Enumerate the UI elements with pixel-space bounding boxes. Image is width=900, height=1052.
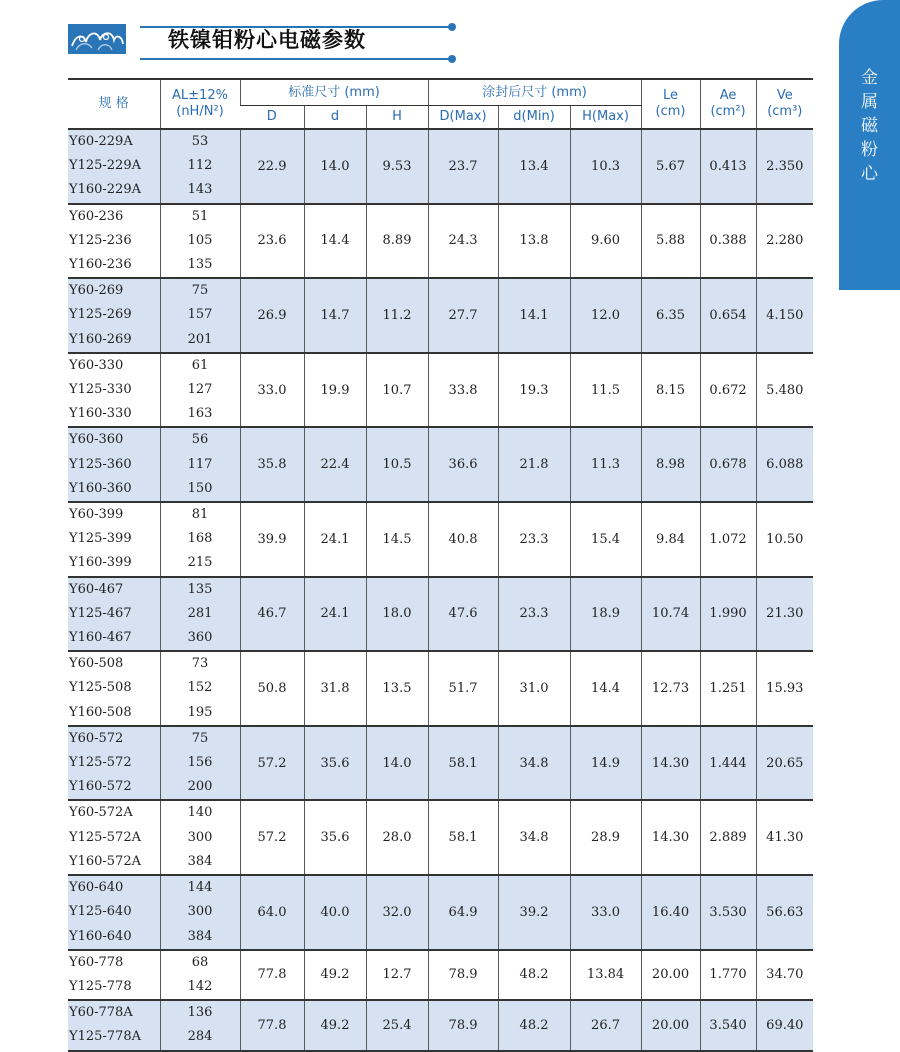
spec-name: Y60-269	[69, 283, 124, 299]
al-value: 200	[187, 779, 213, 795]
spec-name: Y125-778	[69, 978, 132, 994]
value-dmax: 23.7	[428, 129, 498, 204]
value-ve: 15.93	[756, 651, 813, 726]
spec-name-cell	[68, 502, 160, 577]
spec-name: Y160-236	[69, 257, 132, 273]
value-ve: 2.350	[756, 129, 813, 204]
side-tab-label: 金 属 磁 粉 心	[861, 68, 878, 184]
table-row	[68, 278, 813, 353]
al-value: 61	[191, 357, 209, 373]
spec-name: Y125-640	[69, 904, 132, 920]
value-ae: 3.540	[700, 1000, 756, 1050]
al-value-cell	[160, 726, 240, 801]
value-h: 9.53	[366, 129, 428, 204]
al-value-cell	[160, 1000, 240, 1050]
value-d: 39.9	[240, 502, 304, 577]
al-value: 215	[187, 555, 213, 571]
col-D-header: D	[240, 106, 304, 130]
value-h: 32.0	[366, 875, 428, 950]
value-dmax: 33.8	[428, 353, 498, 428]
value-h: 13.5	[366, 651, 428, 726]
value-ae: 1.444	[700, 726, 756, 801]
table-row	[68, 950, 813, 1000]
table-row	[68, 875, 813, 950]
al-value: 152	[187, 680, 213, 696]
al-value-cell	[160, 204, 240, 279]
al-value: 384	[187, 853, 213, 869]
spec-name: Y160-640	[69, 928, 132, 944]
value-d: 35.8	[240, 427, 304, 502]
spec-name-cell	[68, 651, 160, 726]
value-ve: 34.70	[756, 950, 813, 1000]
value-hmax: 12.0	[570, 278, 641, 353]
value-h: 8.89	[366, 204, 428, 279]
al-value: 135	[187, 257, 213, 273]
al-value-cell	[160, 427, 240, 502]
al-value: 142	[187, 978, 213, 994]
spec-name: Y60-778	[69, 954, 124, 970]
value-le: 5.67	[641, 129, 700, 204]
al-value: 300	[187, 904, 213, 920]
value-ae: 0.654	[700, 278, 756, 353]
spec-header: 规 格	[68, 79, 160, 129]
value-d: 33.0	[240, 353, 304, 428]
value-dmax: 36.6	[428, 427, 498, 502]
value-d: 77.8	[240, 1000, 304, 1050]
spec-name: Y60-778A	[69, 1005, 133, 1021]
value-d: 35.6	[304, 726, 366, 801]
value-ae: 0.672	[700, 353, 756, 428]
spec-name: Y60-508	[69, 656, 124, 672]
value-dmin: 23.3	[498, 502, 570, 577]
al-value-cell	[160, 875, 240, 950]
value-ve: 69.40	[756, 1000, 813, 1050]
spec-name-cell	[68, 278, 160, 353]
al-value: 135	[187, 581, 213, 597]
al-value: 117	[187, 456, 213, 472]
spec-name-cell	[68, 800, 160, 875]
value-ve: 5.480	[756, 353, 813, 428]
al-value-cell	[160, 502, 240, 577]
al-value: 201	[187, 331, 213, 347]
value-dmin: 31.0	[498, 651, 570, 726]
al-value: 163	[187, 406, 213, 422]
value-h: 28.0	[366, 800, 428, 875]
al-value: 284	[187, 1029, 213, 1045]
spec-name-cell	[68, 577, 160, 652]
spec-group	[68, 875, 813, 950]
value-dmax: 40.8	[428, 502, 498, 577]
al-value-cell	[160, 800, 240, 875]
al-value: 150	[187, 480, 213, 496]
spec-name-cell	[68, 204, 160, 279]
al-value: 105	[187, 232, 213, 248]
spec-name: Y60-572A	[69, 805, 133, 821]
value-hmax: 33.0	[570, 875, 641, 950]
table-row	[68, 577, 813, 652]
value-hmax: 14.9	[570, 726, 641, 801]
value-ae: 0.388	[700, 204, 756, 279]
spec-group	[68, 427, 813, 502]
al-value: 281	[187, 605, 213, 621]
parameter-table	[68, 78, 813, 1052]
spec-group	[68, 1000, 813, 1050]
value-d: 50.8	[240, 651, 304, 726]
al-value: 140	[187, 805, 213, 821]
value-dmax: 47.6	[428, 577, 498, 652]
value-hmax: 9.60	[570, 204, 641, 279]
value-ae: 0.678	[700, 427, 756, 502]
value-dmin: 13.8	[498, 204, 570, 279]
value-le: 5.88	[641, 204, 700, 279]
value-le: 9.84	[641, 502, 700, 577]
value-ae: 0.413	[700, 129, 756, 204]
value-h: 10.7	[366, 353, 428, 428]
value-dmax: 58.1	[428, 800, 498, 875]
spec-name: Y160-508	[69, 704, 132, 720]
value-hmax: 11.5	[570, 353, 641, 428]
value-le: 6.35	[641, 278, 700, 353]
value-hmax: 18.9	[570, 577, 641, 652]
spec-name-cell	[68, 353, 160, 428]
spec-name: Y60-330	[69, 357, 124, 373]
value-d: 77.8	[240, 950, 304, 1000]
value-hmax: 28.9	[570, 800, 641, 875]
value-d: 57.2	[240, 726, 304, 801]
spec-group	[68, 651, 813, 726]
spec-name: Y60-467	[69, 581, 124, 597]
header-dot-top	[448, 23, 456, 31]
value-d: 40.0	[304, 875, 366, 950]
al-value-cell	[160, 129, 240, 204]
header-line-bottom	[140, 58, 450, 60]
spec-name-cell	[68, 875, 160, 950]
spec-name: Y160-330	[69, 406, 132, 422]
spec-name: Y125-467	[69, 605, 132, 621]
value-ve: 2.280	[756, 204, 813, 279]
value-h: 14.0	[366, 726, 428, 801]
spec-group	[68, 577, 813, 652]
table-row	[68, 353, 813, 428]
spec-group	[68, 726, 813, 801]
spec-name-cell	[68, 129, 160, 204]
le-header: Le (cm)	[641, 79, 700, 129]
table-row	[68, 726, 813, 801]
value-d: 14.0	[304, 129, 366, 204]
value-ve: 20.65	[756, 726, 813, 801]
al-header: AL±12% (nH/N²)	[160, 79, 240, 129]
value-ve: 41.30	[756, 800, 813, 875]
value-le: 14.30	[641, 726, 700, 801]
spec-name: Y125-269	[69, 307, 132, 323]
value-ae: 3.530	[700, 875, 756, 950]
page-title: 铁镍钼粉心电磁参数	[168, 28, 366, 52]
value-d: 64.0	[240, 875, 304, 950]
value-ae: 1.072	[700, 502, 756, 577]
table-row	[68, 800, 813, 875]
value-hmax: 15.4	[570, 502, 641, 577]
spec-name: Y160-269	[69, 331, 132, 347]
value-ae: 1.990	[700, 577, 756, 652]
al-value: 75	[191, 730, 209, 746]
value-dmin: 34.8	[498, 800, 570, 875]
value-dmax: 27.7	[428, 278, 498, 353]
value-dmin: 13.4	[498, 129, 570, 204]
value-h: 12.7	[366, 950, 428, 1000]
al-value: 157	[187, 307, 213, 323]
spec-group	[68, 278, 813, 353]
spec-name: Y125-330	[69, 382, 132, 398]
al-value: 68	[191, 954, 209, 970]
spec-group	[68, 129, 813, 204]
value-h: 25.4	[366, 1000, 428, 1050]
header-line-top	[140, 26, 450, 28]
value-le: 8.98	[641, 427, 700, 502]
spec-group	[68, 353, 813, 428]
value-dmin: 48.2	[498, 950, 570, 1000]
al-value: 384	[187, 928, 213, 944]
value-dmax: 51.7	[428, 651, 498, 726]
spec-group	[68, 204, 813, 279]
ae-header: Ae (cm²)	[700, 79, 756, 129]
value-ve: 21.30	[756, 577, 813, 652]
value-le: 12.73	[641, 651, 700, 726]
spec-name: Y125-508	[69, 680, 132, 696]
value-hmax: 11.3	[570, 427, 641, 502]
spec-name: Y125-236	[69, 232, 132, 248]
spec-name: Y160-572A	[69, 853, 141, 869]
value-le: 20.00	[641, 1000, 700, 1050]
spec-name-cell	[68, 726, 160, 801]
spec-group	[68, 502, 813, 577]
value-dmax: 64.9	[428, 875, 498, 950]
col-dmin-header: d(Min)	[498, 106, 570, 130]
value-dmin: 19.3	[498, 353, 570, 428]
table-row	[68, 651, 813, 726]
value-d: 49.2	[304, 1000, 366, 1050]
value-le: 10.74	[641, 577, 700, 652]
value-d: 14.7	[304, 278, 366, 353]
al-value: 112	[187, 158, 213, 174]
value-d: 24.1	[304, 577, 366, 652]
spec-name: Y60-640	[69, 880, 124, 896]
value-d: 31.8	[304, 651, 366, 726]
value-le: 14.30	[641, 800, 700, 875]
col-d-header: d	[304, 106, 366, 130]
value-dmin: 48.2	[498, 1000, 570, 1050]
value-hmax: 10.3	[570, 129, 641, 204]
value-d: 24.1	[304, 502, 366, 577]
al-value-cell	[160, 577, 240, 652]
spec-name: Y60-360	[69, 432, 124, 448]
value-le: 16.40	[641, 875, 700, 950]
al-value: 300	[187, 829, 213, 845]
value-ve: 6.088	[756, 427, 813, 502]
spec-name: Y160-229A	[69, 182, 141, 198]
value-le: 8.15	[641, 353, 700, 428]
al-value: 168	[187, 531, 213, 547]
al-value: 56	[191, 432, 209, 448]
value-d: 26.9	[240, 278, 304, 353]
value-dmin: 21.8	[498, 427, 570, 502]
al-value-cell	[160, 950, 240, 1000]
value-dmax: 58.1	[428, 726, 498, 801]
spec-name: Y125-778A	[69, 1029, 141, 1045]
al-value: 73	[191, 656, 209, 672]
al-value: 51	[191, 208, 209, 224]
value-d: 22.9	[240, 129, 304, 204]
value-d: 23.6	[240, 204, 304, 279]
value-ve: 4.150	[756, 278, 813, 353]
value-ae: 1.770	[700, 950, 756, 1000]
spec-group	[68, 950, 813, 1000]
spec-name: Y160-399	[69, 555, 132, 571]
value-dmin: 23.3	[498, 577, 570, 652]
cloud-pattern-logo	[68, 24, 126, 54]
al-value: 136	[187, 1005, 213, 1021]
value-dmax: 78.9	[428, 950, 498, 1000]
al-value: 143	[187, 182, 213, 198]
value-hmax: 14.4	[570, 651, 641, 726]
table-row	[68, 427, 813, 502]
spec-name: Y60-572	[69, 730, 124, 746]
col-Hmax-header: H(Max)	[570, 106, 641, 130]
value-d: 14.4	[304, 204, 366, 279]
table-row	[68, 129, 813, 204]
spec-name-cell	[68, 1000, 160, 1050]
value-d: 19.9	[304, 353, 366, 428]
page-header	[68, 18, 458, 68]
section-side-tab	[839, 0, 900, 290]
value-d: 46.7	[240, 577, 304, 652]
spec-name: Y125-360	[69, 456, 132, 472]
value-ve: 56.63	[756, 875, 813, 950]
spec-name: Y60-229A	[69, 134, 133, 149]
value-ae: 1.251	[700, 651, 756, 726]
value-ae: 2.889	[700, 800, 756, 875]
ve-header: Ve (cm³)	[756, 79, 813, 129]
value-dmax: 24.3	[428, 204, 498, 279]
value-h: 11.2	[366, 278, 428, 353]
spec-name: Y160-572	[69, 779, 132, 795]
value-ve: 10.50	[756, 502, 813, 577]
spec-name: Y125-572	[69, 755, 132, 771]
al-value-cell	[160, 353, 240, 428]
value-dmin: 39.2	[498, 875, 570, 950]
spec-name-cell	[68, 427, 160, 502]
value-h: 10.5	[366, 427, 428, 502]
al-value-cell	[160, 651, 240, 726]
value-h: 18.0	[366, 577, 428, 652]
spec-name: Y125-572A	[69, 829, 141, 845]
table-row	[68, 204, 813, 279]
value-dmin: 14.1	[498, 278, 570, 353]
value-d: 22.4	[304, 427, 366, 502]
value-dmin: 34.8	[498, 726, 570, 801]
std-dim-header: 标准尺寸 (mm)	[240, 79, 428, 106]
spec-name: Y160-360	[69, 480, 132, 496]
al-value-cell	[160, 278, 240, 353]
al-value: 127	[187, 382, 213, 398]
col-H-header: H	[366, 106, 428, 130]
value-h: 14.5	[366, 502, 428, 577]
value-hmax: 26.7	[570, 1000, 641, 1050]
coated-dim-header: 涂封后尺寸 (mm)	[428, 79, 641, 106]
spec-name: Y60-399	[69, 507, 124, 523]
al-value: 156	[187, 755, 213, 771]
al-value: 144	[187, 880, 213, 896]
value-d: 57.2	[240, 800, 304, 875]
table-row	[68, 502, 813, 577]
header-dot-bottom	[448, 55, 456, 63]
spec-name-cell	[68, 950, 160, 1000]
col-Dmax-header: D(Max)	[428, 106, 498, 130]
spec-name: Y160-467	[69, 630, 132, 646]
value-hmax: 13.84	[570, 950, 641, 1000]
spec-name: Y60-236	[69, 208, 124, 224]
value-d: 35.6	[304, 800, 366, 875]
al-value: 81	[191, 507, 209, 523]
spec-name: Y125-399	[69, 531, 132, 547]
al-value: 195	[187, 704, 213, 720]
value-d: 49.2	[304, 950, 366, 1000]
al-value: 360	[187, 630, 213, 646]
spec-group	[68, 800, 813, 875]
al-value: 75	[191, 283, 209, 299]
value-le: 20.00	[641, 950, 700, 1000]
value-dmax: 78.9	[428, 1000, 498, 1050]
spec-name: Y125-229A	[69, 158, 141, 174]
al-value: 53	[191, 134, 209, 149]
table-row	[68, 1000, 813, 1050]
